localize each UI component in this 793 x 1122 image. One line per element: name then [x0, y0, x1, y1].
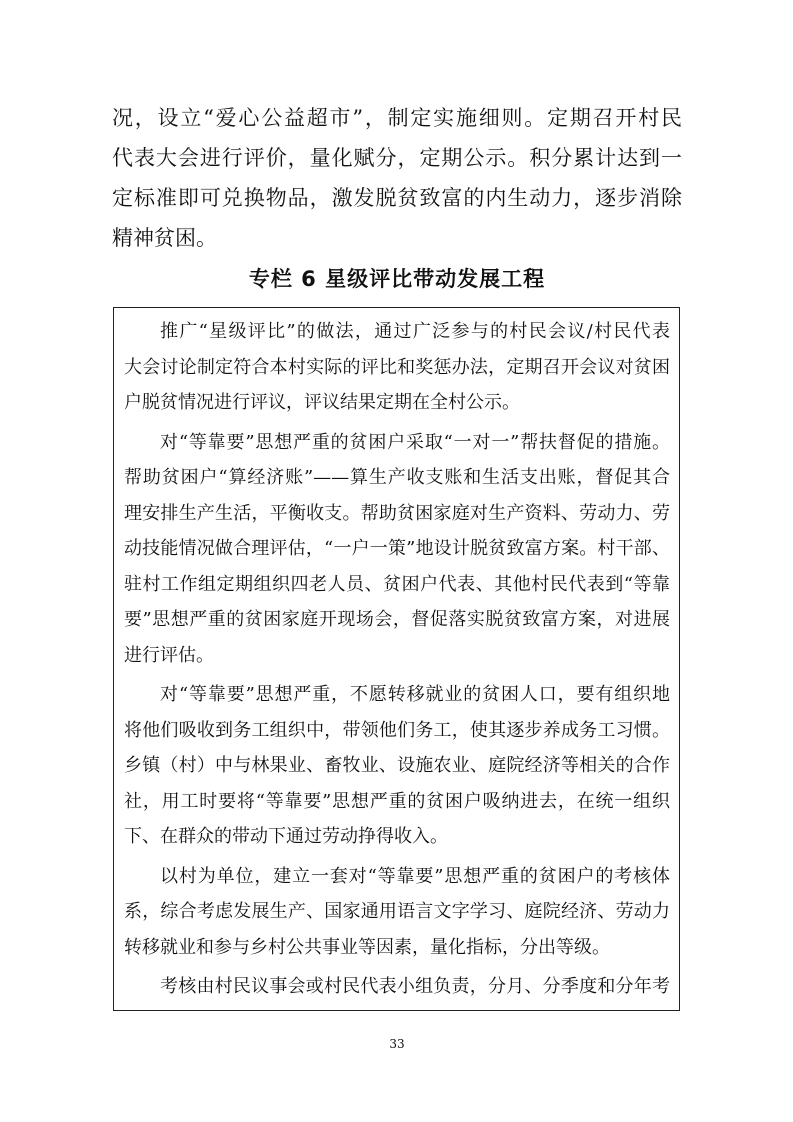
box-line: 对“等靠要”思想严重的贫困户采取“一对一”帮扶督促的措施。	[160, 431, 670, 453]
box-line: 大会讨论制定符合本村实际的评比和奖惩办法，定期召开会议对贫困	[124, 356, 670, 378]
intro-line: 精神贫困。	[112, 226, 217, 250]
box-line: 进行评估。	[124, 644, 214, 666]
box-line: 理安排生产生活，平衡收支。帮助贫困家庭对生产资料、劳动力、劳	[124, 502, 670, 524]
column-box-content	[124, 314, 670, 1005]
intro-line: 况，设立“爱心公益超市”，制定实施细则。定期召开村民	[112, 106, 682, 130]
box-line: 要”思想严重的贫困家庭开现场会，督促落实脱贫致富方案，对进展	[124, 609, 670, 630]
box-line: 以村为单位，建立一套对“等靠要”思想严重的贫困户的考核体	[160, 865, 670, 887]
box-paragraph-assessment-system	[124, 859, 670, 966]
box-line: 社，用工时要将“等靠要”思想严重的贫困户吸纳进去，在统一组织	[124, 790, 670, 812]
box-line: 乡镇（村）中与林果业、畜牧业、设施农业、庭院经济等相关的合作	[124, 755, 670, 776]
box-paragraph-star-rating	[124, 314, 670, 421]
box-line: 下、在群众的带动下通过劳动挣得收入。	[124, 826, 448, 847]
box-paragraph-one-on-one	[124, 425, 670, 674]
box-line: 驻村工作组定期组织四老人员、贫困户代表、其他村民代表到“等靠	[124, 573, 670, 595]
box-line: 帮助贫困户“算经济账”——算生产收支账和生活支出账，督促其合	[124, 467, 670, 488]
intro-line: 代表大会进行评价，量化赋分，定期公示。积分累计达到一	[112, 146, 682, 170]
box-line: 推广“星级评比”的做法，通过广泛参与的村民会议/村民代表	[160, 321, 670, 342]
box-line: 将他们吸收到务工组织中，带领他们务工，使其逐步养成务工习惯。	[124, 719, 670, 741]
box-paragraph-employment	[124, 677, 670, 855]
box-line: 转移就业和参与乡村公共事业等因素，量化指标，分出等级。	[124, 936, 610, 958]
box-line: 考核由村民议事会或村民代表小组负责，分月、分季度和分年考	[160, 976, 670, 997]
intro-paragraph	[112, 98, 682, 258]
box-line: 对“等靠要”思想严重，不愿转移就业的贫困人口，要有组织地	[160, 684, 670, 705]
page-number: 33	[389, 1037, 405, 1051]
column-box-title: 专栏 6 星级评比带动发展工程	[248, 267, 546, 291]
column-box	[113, 307, 680, 1011]
box-line: 动技能情况做合理评估，“一户一策”地设计脱贫致富方案。村干部、	[124, 538, 670, 559]
intro-line: 定标准即可兑换物品，激发脱贫致富的内生动力，逐步消除	[112, 186, 682, 210]
box-line: 系，综合考虑发展生产、国家通用语言文字学习、庭院经济、劳动力	[124, 901, 670, 922]
box-paragraph-assessment-schedule	[124, 969, 670, 1005]
box-line: 户脱贫情况进行评议，评议结果定期在全村公示。	[124, 392, 520, 413]
